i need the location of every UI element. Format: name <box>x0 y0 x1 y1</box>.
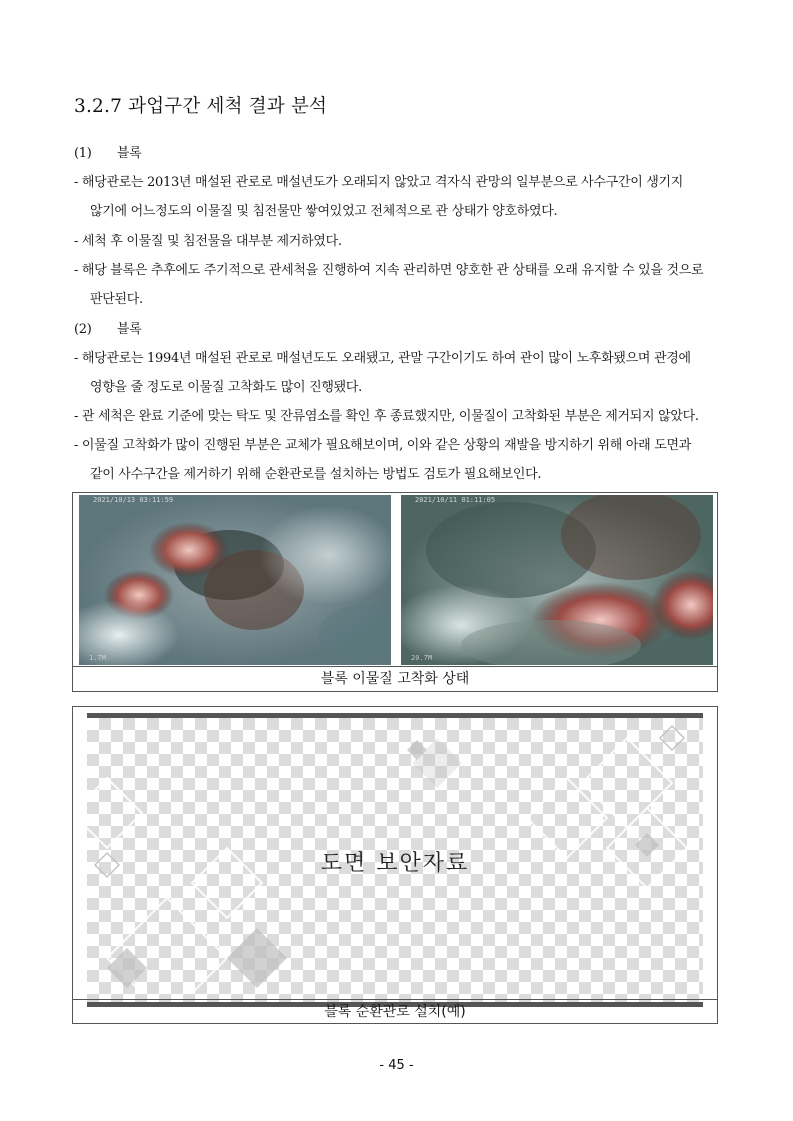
drawing-placeholder <box>87 713 703 1007</box>
paragraph-line: 판단된다. <box>90 292 143 307</box>
figure-caption: 블록 순환관로 설치(예) <box>73 999 717 1024</box>
paragraph-line: - 해당관로는 2013년 매설된 관로로 매설년도가 오래되지 않았고 격자식 관망의 일부분으로 사수구간이 생기지 <box>74 175 684 190</box>
photo-timestamp: 2021/10/13 03:11:59 <box>93 496 174 504</box>
figure-caption: 블록 이물질 고착화 상태 <box>73 666 717 692</box>
pipe-interior-photo-left <box>79 495 391 665</box>
paragraph-line: 않기에 어느정도의 이물질 및 침전물만 쌓여있었고 전체적으로 관 상태가 양호하였다. <box>90 204 558 219</box>
paragraph-line: - 이물질 고착화가 많이 진행된 부분은 교체가 필요해보이며, 이와 같은 상황의 재발을 방지하기 위해 아래 도면과 <box>74 438 692 453</box>
subsection-heading: (2) 블록 <box>74 322 142 337</box>
photo-timestamp: 2021/10/11 01:11:05 <box>415 496 496 504</box>
section-title: 3.2.7 과업구간 세척 결과 분석 <box>74 96 328 117</box>
paragraph-line: - 세척 후 이물질 및 침전물을 대부분 제거하였다. <box>74 234 342 249</box>
page-number: - 45 - <box>379 1058 414 1073</box>
paragraph-line: - 해당 블록은 추후에도 주기적으로 관세척을 진행하여 지속 관리하면 양호한 관 상태를 오래 유지할 수 있을 것으로 <box>74 263 704 278</box>
paragraph-line: 영향을 줄 정도로 이물질 고착화도 많이 진행됐다. <box>90 380 362 395</box>
paragraph-line: - 해당관로는 1994년 매설된 관로로 매설년도도 오래됐고, 관말 구간이기도 하여 관이 많이 노후화됐으며 관경에 <box>74 351 691 366</box>
drawing-figure-table <box>72 706 718 1024</box>
subsection-heading: (1) 블록 <box>74 146 142 161</box>
drawing-placeholder-label: 도면 보안자료 <box>320 851 470 876</box>
photo-row <box>73 493 717 666</box>
pipe-interior-photo-right <box>401 495 713 665</box>
photo-zoom-readout: 1.7M <box>89 654 106 662</box>
paragraph-line: 같이 사수구간을 제거하기 위해 순환관로를 설치하는 방법도 검토가 필요해보인다. <box>90 467 542 482</box>
paragraph-line: - 관 세척은 완료 기준에 맞는 탁도 및 잔류염소를 확인 후 종료했지만, 이물질이 고착화된 부분은 제거되지 않았다. <box>74 409 699 424</box>
photo-zoom-readout: 20.7M <box>411 654 433 662</box>
photo-figure-table <box>72 492 718 692</box>
